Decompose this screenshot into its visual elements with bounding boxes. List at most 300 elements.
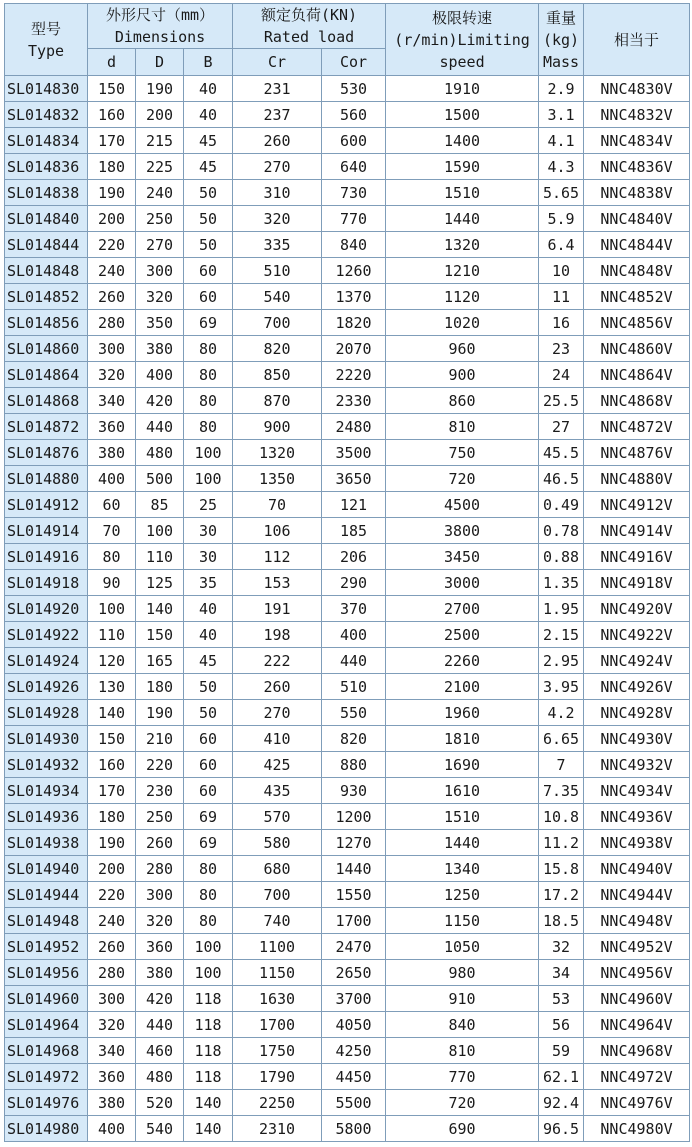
cor-cell: 121	[322, 492, 386, 518]
cr-cell: 680	[233, 856, 322, 882]
B-cell: 100	[184, 960, 233, 986]
limiting-speed-cell: 860	[386, 388, 539, 414]
equivalent-cell: NNC4934V	[584, 778, 690, 804]
d-cell: 170	[88, 778, 136, 804]
table-row	[5, 596, 690, 622]
cor-cell: 880	[322, 752, 386, 778]
mass-cell: 16	[539, 310, 584, 336]
inner-diameter-header: d	[88, 49, 136, 76]
cor-cell: 290	[322, 570, 386, 596]
table-row	[5, 544, 690, 570]
table-row	[5, 518, 690, 544]
equivalent-cell: NNC4864V	[584, 362, 690, 388]
cor-cell: 930	[322, 778, 386, 804]
mass-cell: 3.95	[539, 674, 584, 700]
mass-cell: 32	[539, 934, 584, 960]
mass-cell: 4.3	[539, 154, 584, 180]
B-cell: 60	[184, 752, 233, 778]
limiting-speed-cell: 1050	[386, 934, 539, 960]
d-cell: 190	[88, 180, 136, 206]
width-header: B	[184, 49, 233, 76]
table-row	[5, 154, 690, 180]
cr-cell: 410	[233, 726, 322, 752]
B-cell: 50	[184, 206, 233, 232]
type-cell: SL014944	[5, 882, 88, 908]
equivalent-cell: NNC4976V	[584, 1090, 690, 1116]
cor-cell: 400	[322, 622, 386, 648]
cor-cell: 4450	[322, 1064, 386, 1090]
d-cell: 80	[88, 544, 136, 570]
type-cell: SL014868	[5, 388, 88, 414]
d-cell: 110	[88, 622, 136, 648]
B-cell: 50	[184, 180, 233, 206]
mass-cell: 4.1	[539, 128, 584, 154]
equivalent-cell: NNC4836V	[584, 154, 690, 180]
B-cell: 140	[184, 1090, 233, 1116]
d-cell: 280	[88, 310, 136, 336]
d-cell: 280	[88, 960, 136, 986]
B-cell: 100	[184, 440, 233, 466]
cr-cell: 580	[233, 830, 322, 856]
cr-cell: 260	[233, 674, 322, 700]
cr-cell: 112	[233, 544, 322, 570]
mass-cell: 7.35	[539, 778, 584, 804]
type-header	[5, 4, 88, 76]
D-cell: 320	[136, 908, 184, 934]
d-cell: 150	[88, 76, 136, 102]
equivalent-cell: NNC4840V	[584, 206, 690, 232]
mass-cell: 0.49	[539, 492, 584, 518]
table-row	[5, 830, 690, 856]
table-row	[5, 362, 690, 388]
cor-cell: 550	[322, 700, 386, 726]
limiting-speed-cell: 2260	[386, 648, 539, 674]
B-cell: 80	[184, 362, 233, 388]
table-row	[5, 752, 690, 778]
cr-cell: 870	[233, 388, 322, 414]
mass-cell: 25.5	[539, 388, 584, 414]
table-row	[5, 804, 690, 830]
mass-cell: 1.95	[539, 596, 584, 622]
B-cell: 50	[184, 700, 233, 726]
equivalent-cell: NNC4832V	[584, 102, 690, 128]
mass-cell: 46.5	[539, 466, 584, 492]
cr-cell: 237	[233, 102, 322, 128]
d-cell: 260	[88, 934, 136, 960]
d-cell: 260	[88, 284, 136, 310]
cor-cell: 2650	[322, 960, 386, 986]
limiting-speed-cell: 3800	[386, 518, 539, 544]
type-cell: SL014972	[5, 1064, 88, 1090]
type-cell: SL014830	[5, 76, 88, 102]
d-cell: 380	[88, 1090, 136, 1116]
cr-cell: 191	[233, 596, 322, 622]
dimensions-header-en: Dimensions	[114, 28, 206, 46]
table-row	[5, 206, 690, 232]
cor-cell: 2070	[322, 336, 386, 362]
mass-cell: 5.9	[539, 206, 584, 232]
cr-cell: 510	[233, 258, 322, 284]
type-cell: SL014836	[5, 154, 88, 180]
d-cell: 90	[88, 570, 136, 596]
cr-cell: 1320	[233, 440, 322, 466]
mass-cell: 45.5	[539, 440, 584, 466]
limiting-speed-header-en2: speed	[439, 52, 485, 71]
cor-cell: 1270	[322, 830, 386, 856]
type-cell: SL014940	[5, 856, 88, 882]
cor-cell: 5500	[322, 1090, 386, 1116]
limiting-speed-header-zh: 极限转速	[432, 8, 493, 27]
type-cell: SL014864	[5, 362, 88, 388]
table-row	[5, 440, 690, 466]
type-cell: SL014976	[5, 1090, 88, 1116]
equivalent-cell: NNC4964V	[584, 1012, 690, 1038]
type-cell: SL014914	[5, 518, 88, 544]
table-row	[5, 960, 690, 986]
cor-cell: 560	[322, 102, 386, 128]
limiting-speed-cell: 840	[386, 1012, 539, 1038]
B-cell: 118	[184, 1064, 233, 1090]
cr-cell: 1150	[233, 960, 322, 986]
equivalent-cell: NNC4916V	[584, 544, 690, 570]
cor-cell: 510	[322, 674, 386, 700]
cr-cell: 106	[233, 518, 322, 544]
limiting-speed-cell: 960	[386, 336, 539, 362]
B-cell: 50	[184, 674, 233, 700]
cr-cell: 1700	[233, 1012, 322, 1038]
D-cell: 360	[136, 934, 184, 960]
table-row	[5, 232, 690, 258]
table-row	[5, 882, 690, 908]
type-cell: SL014936	[5, 804, 88, 830]
outer-diameter-header: D	[136, 49, 184, 76]
d-cell: 170	[88, 128, 136, 154]
limiting-speed-cell: 1150	[386, 908, 539, 934]
type-cell: SL014922	[5, 622, 88, 648]
D-cell: 350	[136, 310, 184, 336]
equivalent-cell: NNC4852V	[584, 284, 690, 310]
equivalent-cell: NNC4924V	[584, 648, 690, 674]
equivalent-cell: NNC4880V	[584, 466, 690, 492]
type-cell: SL014918	[5, 570, 88, 596]
limiting-speed-cell: 1910	[386, 76, 539, 102]
D-cell: 260	[136, 830, 184, 856]
D-cell: 220	[136, 752, 184, 778]
type-cell: SL014928	[5, 700, 88, 726]
D-cell: 225	[136, 154, 184, 180]
mass-cell: 18.5	[539, 908, 584, 934]
D-cell: 100	[136, 518, 184, 544]
cr-cell: 70	[233, 492, 322, 518]
limiting-speed-cell: 750	[386, 440, 539, 466]
B-cell: 80	[184, 882, 233, 908]
cor-cell: 1700	[322, 908, 386, 934]
B-cell: 45	[184, 648, 233, 674]
mass-cell: 0.88	[539, 544, 584, 570]
mass-cell: 62.1	[539, 1064, 584, 1090]
type-header-en: Type	[27, 41, 65, 60]
equivalent-cell: NNC4928V	[584, 700, 690, 726]
table-row	[5, 778, 690, 804]
d-cell: 70	[88, 518, 136, 544]
table-row	[5, 648, 690, 674]
dimensions-header	[88, 4, 233, 49]
mass-header-en: Mass	[542, 52, 580, 71]
limiting-speed-cell: 810	[386, 1038, 539, 1064]
mass-cell: 27	[539, 414, 584, 440]
cr-cell: 2250	[233, 1090, 322, 1116]
type-cell: SL014912	[5, 492, 88, 518]
B-cell: 80	[184, 856, 233, 882]
D-cell: 300	[136, 258, 184, 284]
mass-cell: 23	[539, 336, 584, 362]
cr-cell: 260	[233, 128, 322, 154]
d-cell: 240	[88, 908, 136, 934]
B-cell: 60	[184, 726, 233, 752]
type-cell: SL014952	[5, 934, 88, 960]
cr-cell: 231	[233, 76, 322, 102]
B-cell: 80	[184, 414, 233, 440]
cor-cell: 770	[322, 206, 386, 232]
table-row	[5, 128, 690, 154]
limiting-speed-cell: 900	[386, 362, 539, 388]
mass-cell: 34	[539, 960, 584, 986]
d-cell: 120	[88, 648, 136, 674]
D-cell: 480	[136, 440, 184, 466]
D-cell: 180	[136, 674, 184, 700]
bearing-spec-table	[4, 3, 690, 1142]
cr-cell: 900	[233, 414, 322, 440]
limiting-speed-cell: 2100	[386, 674, 539, 700]
d-cell: 200	[88, 206, 136, 232]
cr-cell: 153	[233, 570, 322, 596]
D-cell: 440	[136, 414, 184, 440]
rated-load-header-en: Rated load	[263, 28, 355, 46]
mass-cell: 2.15	[539, 622, 584, 648]
D-cell: 215	[136, 128, 184, 154]
d-cell: 60	[88, 492, 136, 518]
table-body	[5, 76, 690, 1142]
D-cell: 230	[136, 778, 184, 804]
mass-header-unit: (kg)	[542, 30, 580, 49]
D-cell: 125	[136, 570, 184, 596]
D-cell: 480	[136, 1064, 184, 1090]
table-row	[5, 1038, 690, 1064]
d-cell: 100	[88, 596, 136, 622]
cor-cell: 4050	[322, 1012, 386, 1038]
limiting-speed-cell: 720	[386, 1090, 539, 1116]
type-cell: SL014924	[5, 648, 88, 674]
d-cell: 360	[88, 1064, 136, 1090]
limiting-speed-cell: 1510	[386, 804, 539, 830]
B-cell: 50	[184, 232, 233, 258]
B-cell: 80	[184, 388, 233, 414]
cor-cell: 2330	[322, 388, 386, 414]
cor-cell: 2220	[322, 362, 386, 388]
equivalent-cell: NNC4940V	[584, 856, 690, 882]
type-cell: SL014872	[5, 414, 88, 440]
mass-cell: 4.2	[539, 700, 584, 726]
D-cell: 280	[136, 856, 184, 882]
D-cell: 190	[136, 76, 184, 102]
equivalent-cell: NNC4932V	[584, 752, 690, 778]
B-cell: 80	[184, 908, 233, 934]
B-cell: 45	[184, 154, 233, 180]
limiting-speed-cell: 690	[386, 1116, 539, 1142]
d-cell: 220	[88, 232, 136, 258]
mass-cell: 7	[539, 752, 584, 778]
equivalent-cell: NNC4834V	[584, 128, 690, 154]
equivalent-cell: NNC4968V	[584, 1038, 690, 1064]
B-cell: 118	[184, 1038, 233, 1064]
cr-cell: 2310	[233, 1116, 322, 1142]
limiting-speed-cell: 1960	[386, 700, 539, 726]
cor-cell: 530	[322, 76, 386, 102]
d-cell: 150	[88, 726, 136, 752]
D-cell: 380	[136, 336, 184, 362]
d-cell: 300	[88, 986, 136, 1012]
B-cell: 80	[184, 336, 233, 362]
B-cell: 40	[184, 596, 233, 622]
cor-cell: 840	[322, 232, 386, 258]
B-cell: 100	[184, 934, 233, 960]
equivalent-cell: NNC4930V	[584, 726, 690, 752]
mass-cell: 96.5	[539, 1116, 584, 1142]
d-cell: 160	[88, 752, 136, 778]
table-header	[5, 4, 690, 76]
d-cell: 220	[88, 882, 136, 908]
table-row	[5, 908, 690, 934]
d-cell: 180	[88, 804, 136, 830]
equivalent-cell: NNC4960V	[584, 986, 690, 1012]
type-cell: SL014920	[5, 596, 88, 622]
cr-cell: 270	[233, 700, 322, 726]
table-row	[5, 700, 690, 726]
cor-cell: 185	[322, 518, 386, 544]
table-row	[5, 284, 690, 310]
d-cell: 300	[88, 336, 136, 362]
mass-header	[539, 4, 584, 76]
B-cell: 25	[184, 492, 233, 518]
limiting-speed-cell: 910	[386, 986, 539, 1012]
B-cell: 118	[184, 986, 233, 1012]
cr-cell: 320	[233, 206, 322, 232]
D-cell: 190	[136, 700, 184, 726]
d-cell: 320	[88, 1012, 136, 1038]
mass-cell: 0.78	[539, 518, 584, 544]
table-row	[5, 492, 690, 518]
mass-cell: 11	[539, 284, 584, 310]
limiting-speed-cell: 770	[386, 1064, 539, 1090]
D-cell: 250	[136, 206, 184, 232]
table-row	[5, 726, 690, 752]
D-cell: 210	[136, 726, 184, 752]
B-cell: 60	[184, 778, 233, 804]
limiting-speed-cell: 1440	[386, 206, 539, 232]
B-cell: 118	[184, 1012, 233, 1038]
type-cell: SL014964	[5, 1012, 88, 1038]
type-cell: SL014844	[5, 232, 88, 258]
D-cell: 440	[136, 1012, 184, 1038]
limiting-speed-cell: 1610	[386, 778, 539, 804]
mass-cell: 59	[539, 1038, 584, 1064]
table-row	[5, 414, 690, 440]
d-cell: 180	[88, 154, 136, 180]
mass-cell: 2.9	[539, 76, 584, 102]
limiting-speed-cell: 2500	[386, 622, 539, 648]
cr-cell: 700	[233, 310, 322, 336]
cr-cell: 1750	[233, 1038, 322, 1064]
table-row	[5, 856, 690, 882]
limiting-speed-cell: 1810	[386, 726, 539, 752]
limiting-speed-header-en1: (r/min)Limiting	[394, 30, 530, 49]
D-cell: 400	[136, 362, 184, 388]
equivalent-header: 相当于	[584, 4, 690, 76]
table-row	[5, 1012, 690, 1038]
cr-cell: 850	[233, 362, 322, 388]
d-cell: 400	[88, 1116, 136, 1142]
equivalent-cell: NNC4914V	[584, 518, 690, 544]
B-cell: 40	[184, 622, 233, 648]
equivalent-cell: NNC4938V	[584, 830, 690, 856]
mass-cell: 17.2	[539, 882, 584, 908]
cr-cell: 435	[233, 778, 322, 804]
equivalent-cell: NNC4918V	[584, 570, 690, 596]
table-row	[5, 986, 690, 1012]
d-cell: 340	[88, 388, 136, 414]
table-row	[5, 466, 690, 492]
type-cell: SL014860	[5, 336, 88, 362]
table-row	[5, 934, 690, 960]
limiting-speed-cell: 810	[386, 414, 539, 440]
mass-header-zh: 重量	[546, 8, 577, 27]
equivalent-cell: NNC4912V	[584, 492, 690, 518]
D-cell: 320	[136, 284, 184, 310]
D-cell: 165	[136, 648, 184, 674]
D-cell: 520	[136, 1090, 184, 1116]
B-cell: 69	[184, 830, 233, 856]
equivalent-cell: NNC4860V	[584, 336, 690, 362]
mass-cell: 15.8	[539, 856, 584, 882]
B-cell: 140	[184, 1116, 233, 1142]
d-cell: 200	[88, 856, 136, 882]
equivalent-cell: NNC4972V	[584, 1064, 690, 1090]
cr-cell: 222	[233, 648, 322, 674]
table-row	[5, 388, 690, 414]
type-cell: SL014840	[5, 206, 88, 232]
D-cell: 300	[136, 882, 184, 908]
cr-cell: 1100	[233, 934, 322, 960]
equivalent-cell: NNC4876V	[584, 440, 690, 466]
limiting-speed-header	[386, 4, 539, 76]
D-cell: 240	[136, 180, 184, 206]
static-load-header: Cor	[322, 49, 386, 76]
equivalent-cell: NNC4936V	[584, 804, 690, 830]
cor-cell: 3500	[322, 440, 386, 466]
limiting-speed-cell: 1250	[386, 882, 539, 908]
type-cell: SL014938	[5, 830, 88, 856]
limiting-speed-cell: 1120	[386, 284, 539, 310]
equivalent-cell: NNC4844V	[584, 232, 690, 258]
limiting-speed-cell: 3450	[386, 544, 539, 570]
limiting-speed-cell: 1020	[386, 310, 539, 336]
limiting-speed-cell: 720	[386, 466, 539, 492]
limiting-speed-cell: 1320	[386, 232, 539, 258]
equivalent-cell: NNC4830V	[584, 76, 690, 102]
cr-cell: 270	[233, 154, 322, 180]
cor-cell: 370	[322, 596, 386, 622]
type-cell: SL014956	[5, 960, 88, 986]
